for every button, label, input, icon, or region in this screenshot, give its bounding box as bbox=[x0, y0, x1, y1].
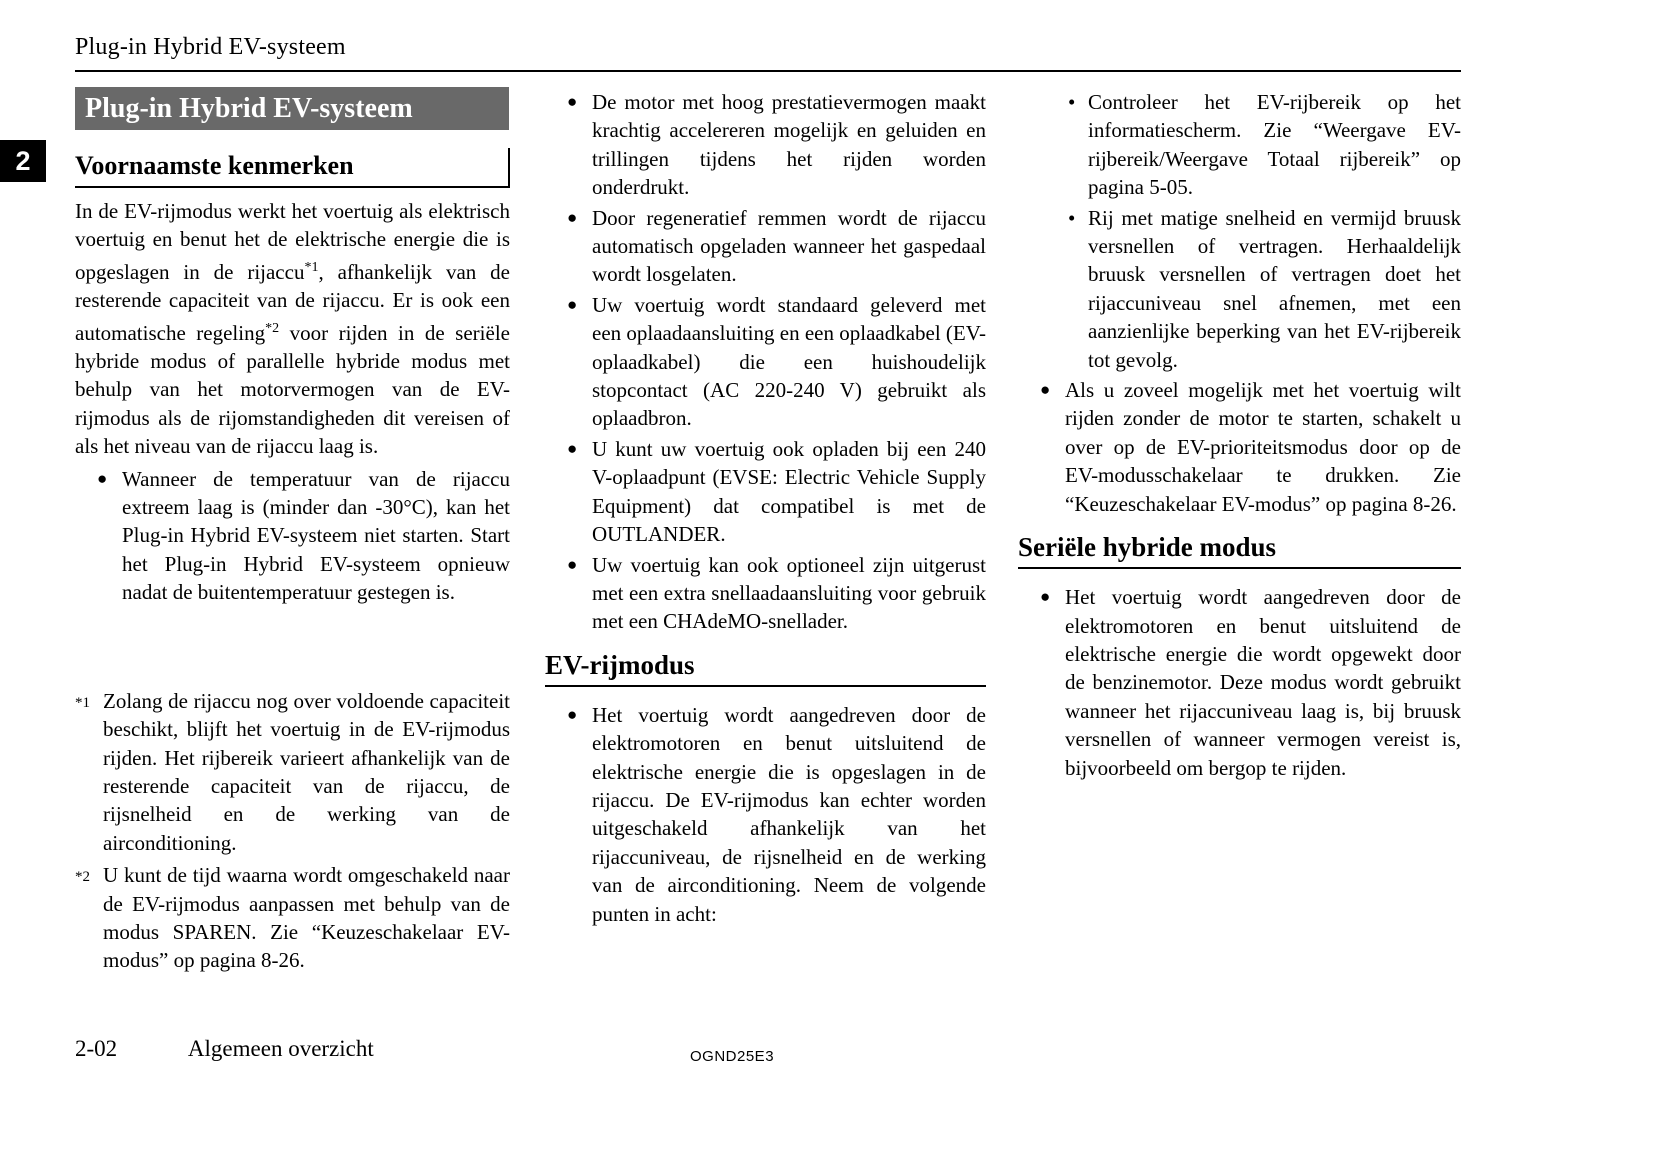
intro-text-3: voor rijden in de seriële hybride modus of parallelle hybride modus met behulp van het motorvermogen van de EV-rijmodus als de rijomstandigheden dit vereisen of als het niveau van de rijaccu laag is. bbox=[75, 320, 510, 459]
section-heading-ev-rijmodus: EV-rijmodus bbox=[545, 648, 986, 687]
footnote-marker-2: *2 bbox=[75, 869, 90, 886]
column-right bbox=[1018, 88, 1461, 784]
list-item-text: Het voertuig wordt aangedreven door de elektromotoren en benut uitsluitend de elektrische energie die is opgeslagen in de rijaccu. De EV-rijmodus kan echter worden uitgeschakeld afhankelijk van het rijaccuniveau, de rijsnelheid en de werking van de airconditioning. Neem de volgende punten in acht: bbox=[592, 702, 986, 926]
column-middle bbox=[545, 88, 986, 930]
intro-text-1: In de EV-rijmodus werkt het voertuig als elektrisch voertuig en benut het de elektrische energie die is opgeslagen in de rijaccu bbox=[75, 199, 510, 284]
list-item bbox=[97, 465, 510, 607]
footnote-ref-1: *1 bbox=[304, 259, 319, 275]
dot-bullet-icon: • bbox=[1068, 205, 1076, 230]
list-item bbox=[567, 291, 986, 433]
header-rule bbox=[75, 70, 1461, 72]
section-heading-seriele-hybride-modus: Seriële hybride modus bbox=[1018, 530, 1461, 569]
footnote-1 bbox=[75, 687, 510, 857]
list-item-text: Wanneer de temperatuur van de rijaccu extreem laag is (minder dan -30°C), kan het Plug-in Hybrid EV-systeem niet starten. Start het Plug-in Hybrid EV-systeem opnieuw nadat de buitentemperatuur gestegen is. bbox=[122, 466, 510, 605]
chapter-tab-number: 2 bbox=[0, 140, 46, 182]
bullet-icon: ● bbox=[567, 554, 578, 574]
list-item bbox=[1040, 376, 1461, 518]
bullet-icon: ● bbox=[97, 468, 108, 488]
list-item-text: Door regeneratief remmen wordt de rijaccu automatisch opgeladen wanneer het gaspedaal wordt losgelaten. bbox=[592, 205, 986, 287]
list-item bbox=[567, 551, 986, 636]
document-code: OGND25E3 bbox=[690, 1048, 775, 1065]
sub-list-item-text: Controleer het EV-rijbereik op het informatiescherm. Zie “Weergave EV-rijbereik/Weergave Totaal rijbereik” op pagina 5-05. bbox=[1088, 90, 1461, 200]
running-header: Plug-in Hybrid EV-systeem bbox=[75, 34, 346, 60]
footnote-text-1: Zolang de rijaccu nog over voldoende capaciteit beschikt, blijft het voertuig in de EV-rijmodus rijden. Het rijbereik varieert afhankelijk van de resterende capaciteit van de rijaccu, de rijsnelheid en de werking van de airconditioning. bbox=[103, 688, 510, 855]
list-item-text: Uw voertuig kan ook optioneel zijn uitgerust met een extra snellaadaansluiting voor gebruik met een CHAdeMO-snellader. bbox=[592, 552, 986, 634]
intro-text-2: , afhankelijk van de resterende capaciteit van de rijaccu. Er is ook een automatische regeling bbox=[75, 259, 510, 345]
dot-bullet-icon: • bbox=[1068, 90, 1076, 114]
list-item-text: U kunt uw voertuig ook opladen bij een 240 V-oplaadpunt (EVSE: Electric Vehicle Supply Equipment) dat compatibel is met de OUTLANDER. bbox=[592, 436, 986, 547]
list-item bbox=[567, 204, 986, 289]
bullet-icon: ● bbox=[1040, 587, 1051, 607]
list-item-text: De motor met hoog prestatievermogen maakt krachtig accelereren mogelijk en geluiden en trillingen tijdens het rijden worden onderdrukt. bbox=[592, 90, 986, 200]
footer-section-title: Algemeen overzicht bbox=[187, 1036, 374, 1061]
bullet-icon: ● bbox=[567, 207, 578, 227]
sub-list-item bbox=[1068, 204, 1461, 374]
footer-page-number: 2-02 bbox=[75, 1036, 118, 1061]
list-item bbox=[567, 435, 986, 549]
list-item-text: Als u zoveel mogelijk met het voertuig wilt rijden zonder de motor te starten, schakelt u over op de EV-prioriteitsmodus door op de EV-modusschakelaar te drukken. Zie “Keuzeschakelaar EV-modus” op pagina 8-26. bbox=[1065, 378, 1461, 516]
list-item bbox=[567, 701, 986, 928]
section-heading-voornaamste-kenmerken: Voornaamste kenmerken bbox=[75, 148, 510, 188]
column-left bbox=[75, 148, 510, 979]
footnote-marker-1: *1 bbox=[75, 694, 90, 711]
list-item bbox=[1040, 583, 1461, 782]
list-item-text: Uw voertuig wordt standaard geleverd met een oplaadaansluiting en een oplaadkabel (EV-oplaadkabel) die een huishoudelijk stopcontact (AC 220-240 V) gebruikt als oplaadbron. bbox=[592, 292, 986, 431]
bullet-icon: ● bbox=[567, 294, 578, 314]
page-footer bbox=[75, 1036, 374, 1062]
footnote-text-2: U kunt de tijd waarna wordt omgeschakeld naar de EV-rijmodus aanpassen met behulp van de modus SPAREN. Zie “Keuzeschakelaar EV-modus” op pagina 8-26. bbox=[103, 863, 510, 973]
page-title: Plug-in Hybrid EV-systeem bbox=[75, 87, 509, 130]
bullet-icon: ● bbox=[567, 704, 578, 724]
bullet-icon: ● bbox=[1040, 380, 1051, 400]
sub-list-item bbox=[1068, 88, 1461, 202]
bullet-icon: ● bbox=[567, 92, 578, 111]
intro-paragraph bbox=[75, 197, 510, 461]
list-item-text: Het voertuig wordt aangedreven door de elektromotoren en benut uitsluitend de elektrische energie die wordt opgewekt door de benzinemotor. Deze modus wordt gebruikt wanneer het rijaccuniveau laag is, bij bruusk versnellen of wanneer vermogen vereist is, bijvoorbeeld om bergop te rijden. bbox=[1065, 585, 1461, 780]
sub-list-item-text: Rij met matige snelheid en vermijd bruusk versnellen of vertragen. Herhaaldelijk bruusk versnellen of vertragen doet het rijaccuniveau snel afnemen, met een aanzienlijke beperking van het EV-rijbereik tot gevolg. bbox=[1088, 205, 1461, 372]
footnotes-block bbox=[75, 687, 510, 975]
footnote-ref-2: *2 bbox=[265, 320, 280, 336]
footnote-2 bbox=[75, 861, 510, 975]
bullet-icon: ● bbox=[567, 438, 578, 458]
list-item bbox=[567, 88, 986, 202]
